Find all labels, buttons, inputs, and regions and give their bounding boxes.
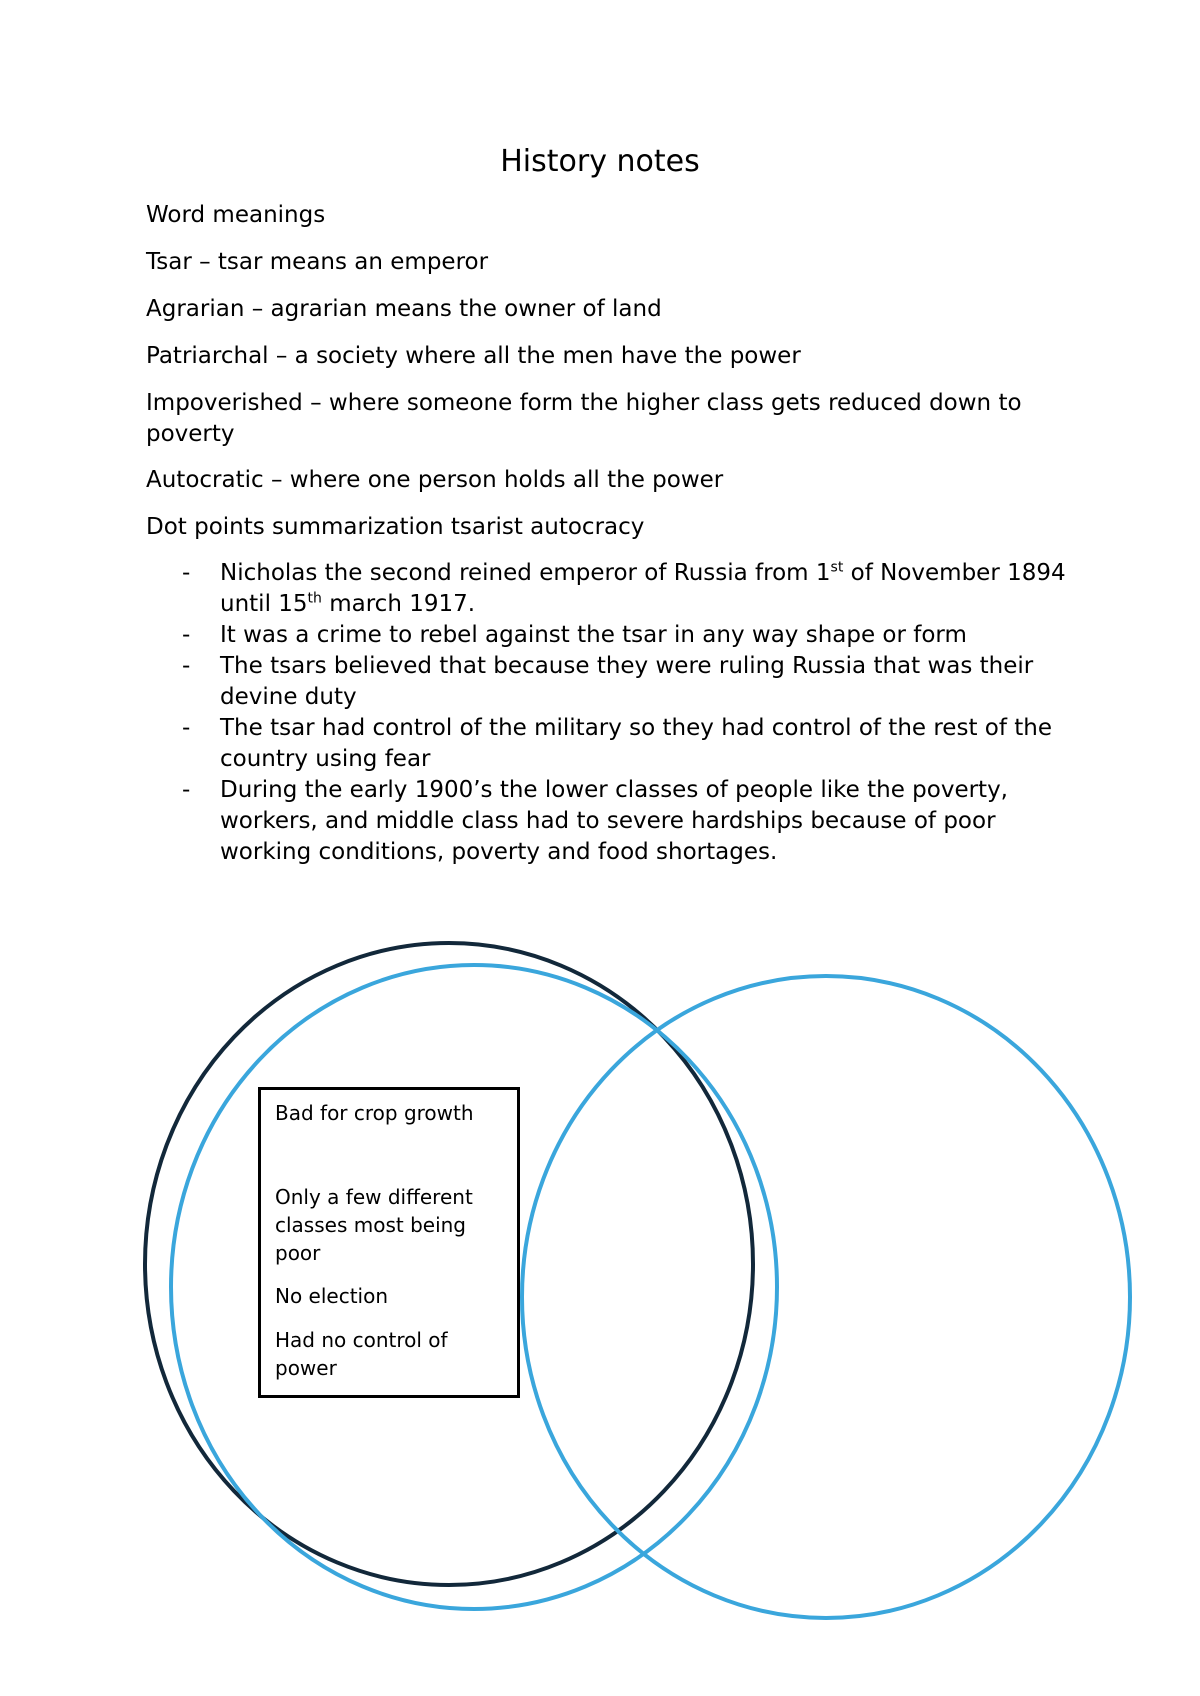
venn-text-box (258, 1087, 520, 1398)
venn-box-line: Bad for crop growth (275, 1101, 474, 1125)
definition-patriarchal: Patriarchal – a society where all the men have the power (146, 343, 801, 369)
bullet-item: - The tsars believed that because they were ruling Russia that was their devine duty (182, 653, 1034, 710)
definition-tsar: Tsar – tsar means an emperor (146, 249, 489, 275)
definition-agrarian: Agrarian – agrarian means the owner of land (146, 296, 662, 322)
venn-box-line: No election (275, 1284, 389, 1308)
definition-impoverished: Impoverished – where someone form the higher class gets reduced down to poverty (146, 390, 1022, 447)
bullet-marker: - (182, 777, 191, 803)
venn-box-line: Only a few different classes most being poor (275, 1185, 473, 1265)
bullet-item: - It was a crime to rebel against the tsar in any way shape or form (146, 620, 1066, 651)
definition-autocratic: Autocratic – where one person holds all the power (146, 467, 724, 493)
summary-bullet-list (146, 558, 1066, 868)
bullet-marker: - (182, 560, 191, 586)
bullet-marker: - (182, 653, 191, 679)
page-title: History notes (500, 144, 700, 179)
bullet-marker: - (182, 715, 191, 741)
venn-box-line: Had no control of power (275, 1328, 448, 1380)
bullet-item: - During the early 1900’s the lower classes of people like the poverty, workers, and middle class had to severe hardships because of poor working conditions, poverty and food shortages. (182, 777, 1008, 865)
section-heading: Word meanings (146, 202, 326, 228)
bullet-item: - Nicholas the second reined emperor of Russia from 1st of November 1894 until 15th march 1917. (182, 559, 1066, 617)
bullet-item: - The tsar had control of the military so they had control of the rest of the country using fear (182, 715, 1052, 772)
venn-circle-right-light (522, 976, 1130, 1618)
summary-heading: Dot points summarization tsarist autocracy (146, 514, 645, 540)
bullet-marker: - (182, 622, 191, 648)
